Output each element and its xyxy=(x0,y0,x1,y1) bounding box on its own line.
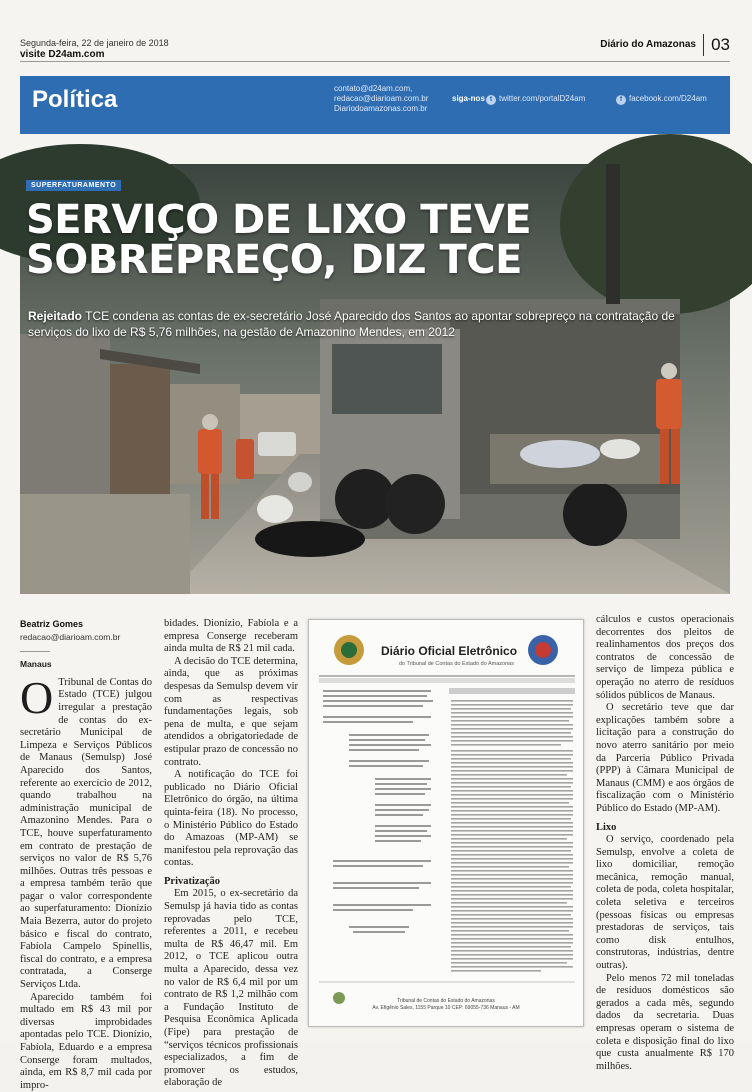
follow-label: siga-nos xyxy=(452,94,485,103)
diario-footer-line-2: Av. Efigênio Sales, 1155 Parque 10 CEP: 69055-736 Manaus - AM xyxy=(372,1005,520,1011)
contact-list xyxy=(334,84,428,114)
body-paragraph: A notificação do TCE foi publicado no Diário Oficial Eletrônico do órgão, na última quinta-feira (18). No processo, o Ministério Público do Estado do Amazoas (MP-AM) se manifestou pela reprovação das contas. xyxy=(164,769,298,869)
twitter-icon: t xyxy=(486,95,496,105)
body-paragraph: Aparecido também foi multado em R$ 43 mil por diversas improbidades apontadas pelo TCE. Dionízio, Fabíola, Eduardo e a empresa Conserge foram multados, ainda, em R$ 8,7 mil cada por impro- xyxy=(20,991,152,1091)
headline-line-1: SERVIÇO DE LIXO TEVE xyxy=(26,197,532,243)
edition-date: Segunda-feira, 22 de janeiro de 2018 xyxy=(20,38,169,48)
diario-footer-line-1: Tribunal de Contas do Estado do Amazonas xyxy=(397,998,495,1004)
facebook-link[interactable] xyxy=(616,94,707,105)
facebook-icon: f xyxy=(616,95,626,105)
author-email[interactable]: redacao@diarioam.com.br xyxy=(20,631,121,642)
body-paragraph: O serviço, coordenado pela Semulsp, envolve a coleta de lixo domiciliar, remoção mecânica, remoção manual, coleta de poda, coleta hospitalar, coleta seletiva e terceiros (pessoas físicas ou empresas prestadoras de serviços, tais como disk entulhos, construtoras, indústrias, dentre outras). xyxy=(596,834,734,972)
contact-redacao[interactable]: redacao@diarioam.com.br xyxy=(334,94,429,103)
article-headline xyxy=(26,197,726,283)
article-column-3 xyxy=(596,614,734,1073)
body-paragraph xyxy=(20,671,152,992)
article-kicker: SUPERFATURAMENTO xyxy=(26,180,121,191)
section-title: Política xyxy=(32,86,118,113)
body-text: Tribunal de Contas do Estado (TCE) julgou irregular a prestação de contas do ex-secretário Municipal de Limpeza e Serviços Públicos de Manaus (Semulsp) José Aparecido dos Santos, referente ao exercício de 2012, quando trabalhou na administração municipal de Amazonino Mendes. Para o TCE, houve superfaturamento em contrato de prestação de serviços no valor de R$ 5,76 milhões. Outras três pessoas e a empresa também terão que pagar o valor correspondente ao superfaturamento: Dionízio Maia Bezerra, autor do projeto básico e fiscal do contrato, Fabíola Campelo Spinellis, fiscal do contrato, e a empresa contratada, a Conserge Serviços Ltda. xyxy=(20,676,152,991)
author-name: Beatriz Gomes xyxy=(20,619,84,629)
twitter-handle: twitter.com/portalD24am xyxy=(499,94,586,103)
body-paragraph: Em 2015, o ex-secretário da Semulsp já havia tido as contas reprovadas pelo TCE, referentes a 2011, e recebeu multa de R$ 46,47 mil. Em 2012, o TCE aplicou outra multa a Aparecido, dessa vez no valor de R$ 6,4 mil por um contrato de R$ 1,2 milhão com a Fundação Instituto de Pesquisa Econômica Aplicada (Fipe) para prestação de “serviços técnicos profissionais especializados, a fim de promover os estudos, elaboração de xyxy=(164,888,298,1089)
article-column-1 xyxy=(20,618,152,1092)
contact-website[interactable]: Diariodoamazonas.com.br xyxy=(334,104,428,113)
body-paragraph: A decisão do TCE determina, ainda, que as próximas despesas da Semulsp devem vir com as respectivas fundamentações legais, sob pena de multa, e que sejam atendidos a obrigatoriedade de estipular prazo de concessão no contrato. xyxy=(164,655,298,768)
divider xyxy=(20,651,50,652)
diario-page-render xyxy=(309,620,585,1028)
facebook-handle: facebook.com/D24am xyxy=(629,94,707,103)
diario-subtitle: do Tribunal de Contas do Estado do Amazonas xyxy=(399,661,514,667)
subheading-privatizacao: Privatização xyxy=(164,875,220,887)
body-paragraph: cálculos e custos operacionais decorrentes dos pleitos de realinhamentos dos preços dos contratos de concessão de serviço de limpeza pública e operação no aterro de resíduos sólidos públicos de Manaus. xyxy=(596,614,734,701)
article-deck xyxy=(28,308,718,340)
contact-email[interactable]: contato@d24am.com, xyxy=(334,84,413,93)
twitter-link[interactable] xyxy=(486,94,585,105)
section-band xyxy=(20,76,730,134)
body-paragraph: O secretário teve que dar explicações também sobre a licitação para a construção do novo aterro sanitário por meio da Parceria Público Privada (PPP) à Câmara Municipal de Manaus (CMM) e aos órgãos de fiscalização com o Ministério Público do Estado (MP-AM). xyxy=(596,702,734,814)
diario-title: Diário Oficial Eletrônico xyxy=(381,644,518,658)
deck-text: TCE condena as contas de ex-secretário José Aparecido dos Santos ao apontar sobrepreço na contratação de serviços do lixo de R$ 5,76 milhões, na gestão de Amazonino Mendes, em 2012 xyxy=(28,309,675,339)
diario-oficial-image xyxy=(308,619,584,1027)
headline-line-2: SOBREPREÇO, DIZ TCE xyxy=(26,237,522,283)
site-link[interactable]: visite D24am.com xyxy=(20,49,105,60)
body-paragraph: Pelo menos 72 mil toneladas de resíduos domésticos são gerados a cada mês, segundo dados da secretaria. Duas empresas operam o sistema de coleta e disposição final do lixo que custa anualmente R$ 170 milhões. xyxy=(596,972,734,1072)
diario-footer xyxy=(309,998,583,1012)
lead-photo xyxy=(20,164,730,594)
body-paragraph: bidades. Dionízio, Fabíola e a empresa Conserge receberam ainda multa de R$ 21 mil cada. xyxy=(164,618,298,655)
subheading-lixo: Lixo xyxy=(596,821,617,833)
page-number: 03 xyxy=(703,34,730,56)
article-column-2 xyxy=(164,618,298,1090)
drop-cap: O xyxy=(20,671,54,723)
newspaper-name: Diário do Amazonas xyxy=(600,39,696,50)
deck-label: Rejeitado xyxy=(28,309,83,323)
page-header xyxy=(20,34,730,62)
dateline-city: Manaus xyxy=(20,659,52,670)
